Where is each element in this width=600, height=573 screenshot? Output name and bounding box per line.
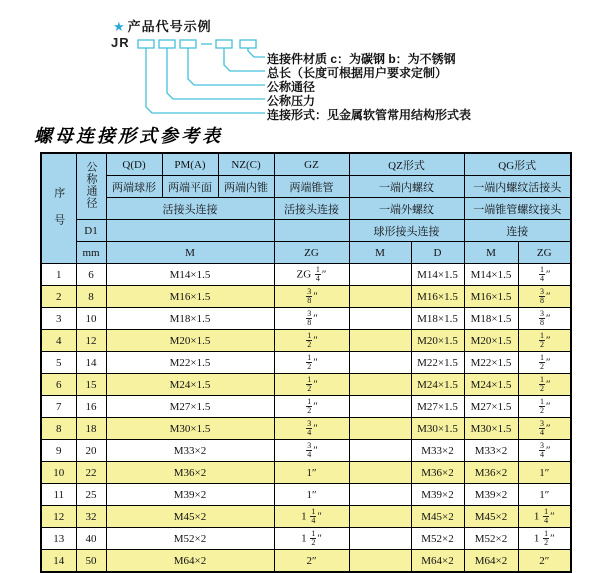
cell-zg: $\frac{3}{8}$ ″ <box>274 308 349 330</box>
header-qz-desc2: 一端外螺纹 <box>349 198 464 220</box>
cell-qg-zg: $\frac{1}{2}$ ″ <box>518 374 571 396</box>
cell-qz-d: M39×2 <box>411 484 464 506</box>
header-blank <box>274 220 349 242</box>
connector-line <box>188 48 265 85</box>
fraction: $\frac{1}{4}$ <box>539 264 544 283</box>
fraction: $\frac{3}{8}$ <box>307 308 312 327</box>
cell-m: M45×2 <box>106 506 274 528</box>
cell-seq: 12 <box>41 506 76 528</box>
cell-qg-zg: $\frac{1}{2}$ ″ <box>518 330 571 352</box>
header-col-nz: NZ(C) <box>218 153 274 176</box>
fraction: $\frac{1}{2}$ <box>544 528 549 547</box>
cell-seq: 14 <box>41 550 76 573</box>
cell-mm: 10 <box>76 308 106 330</box>
table-row <box>41 528 571 550</box>
cell-qg-zg: 1 $\frac{1}{2}$ ″ <box>518 528 571 550</box>
header-col-pm: PM(A) <box>162 153 218 176</box>
cell-mm: 6 <box>76 264 106 286</box>
code-box <box>138 40 154 48</box>
table-row <box>41 286 571 308</box>
cell-qz-m <box>349 528 411 550</box>
cell-m: M36×2 <box>106 462 274 484</box>
cell-qz-m <box>349 418 411 440</box>
cell-m: M22×1.5 <box>106 352 274 374</box>
fraction: $\frac{1}{2}$ <box>307 374 312 393</box>
table-row <box>41 264 571 286</box>
fraction: $\frac{1}{2}$ <box>539 330 544 349</box>
cell-mm: 16 <box>76 396 106 418</box>
table-row <box>41 550 571 573</box>
header-mm: mm <box>76 242 106 264</box>
table-row <box>41 506 571 528</box>
header-qg-zg: ZG <box>518 242 571 264</box>
cell-qg-zg: 1″ <box>518 462 571 484</box>
cell-zg: $\frac{3}{4}$ ″ <box>274 418 349 440</box>
header-nz-desc: 两端内锥 <box>218 176 274 198</box>
header-nominal-diameter: 公称通径 <box>76 153 106 220</box>
header-d1: D1 <box>76 220 106 242</box>
code-prefix: JR <box>111 35 130 50</box>
cell-qg-m: M52×2 <box>464 528 518 550</box>
code-box <box>180 40 196 48</box>
cell-qg-m: M36×2 <box>464 462 518 484</box>
cell-qg-zg: $\frac{3}{4}$ ″ <box>518 418 571 440</box>
cell-qg-zg: $\frac{1}{2}$ ″ <box>518 352 571 374</box>
header-gz-connection: 活接头连接 <box>274 198 349 220</box>
cell-m: M20×1.5 <box>106 330 274 352</box>
fraction: $\frac{3}{4}$ <box>307 418 312 437</box>
fraction: $\frac{1}{2}$ <box>307 330 312 349</box>
cell-m: M18×1.5 <box>106 308 274 330</box>
fraction: $\frac{3}{4}$ <box>539 418 544 437</box>
table-row <box>41 462 571 484</box>
cell-zg: 1″ <box>274 484 349 506</box>
cell-qg-m: M24×1.5 <box>464 374 518 396</box>
cell-qz-m <box>349 462 411 484</box>
code-label-length: 总长（长度可根据用户要求定制） <box>267 66 448 80</box>
table-row <box>41 308 571 330</box>
cell-m: M52×2 <box>106 528 274 550</box>
cell-qg-m: M20×1.5 <box>464 330 518 352</box>
cell-qz-d: M14×1.5 <box>411 264 464 286</box>
cell-seq: 3 <box>41 308 76 330</box>
cell-zg: $\frac{1}{2}$ ″ <box>274 396 349 418</box>
header-qg-connection: 连接 <box>464 220 571 242</box>
cell-qz-m <box>349 440 411 462</box>
cell-qz-m <box>349 396 411 418</box>
table-row <box>41 396 571 418</box>
table-header <box>41 153 571 264</box>
header-qz-d: D <box>411 242 464 264</box>
table-row <box>41 374 571 396</box>
cell-qg-zg: $\frac{3}{8}$ ″ <box>518 308 571 330</box>
cell-qg-zg: $\frac{1}{2}$ ″ <box>518 396 571 418</box>
cell-mm: 25 <box>76 484 106 506</box>
cell-m: M64×2 <box>106 550 274 573</box>
cell-m: M24×1.5 <box>106 374 274 396</box>
cell-qg-m: M30×1.5 <box>464 418 518 440</box>
fraction: $\frac{3}{8}$ <box>539 286 544 305</box>
cell-qg-zg: 1 $\frac{1}{4}$ ″ <box>518 506 571 528</box>
cell-qg-m: M33×2 <box>464 440 518 462</box>
cell-qz-d: M52×2 <box>411 528 464 550</box>
cell-qz-m <box>349 264 411 286</box>
header-qg-m: M <box>464 242 518 264</box>
cell-mm: 8 <box>76 286 106 308</box>
header-blank <box>106 220 274 242</box>
cell-zg: $\frac{3}{4}$ ″ <box>274 440 349 462</box>
cell-m: M27×1.5 <box>106 396 274 418</box>
cell-qg-m: M16×1.5 <box>464 286 518 308</box>
cell-m: M39×2 <box>106 484 274 506</box>
cell-seq: 10 <box>41 462 76 484</box>
code-label-pressure: 公称压力 <box>267 94 316 108</box>
header-qg-desc2: 一端锥管螺纹接头 <box>464 198 571 220</box>
header-qg-desc1: 一端内螺纹活接头 <box>464 176 571 198</box>
cell-qg-m: M45×2 <box>464 506 518 528</box>
cell-mm: 20 <box>76 440 106 462</box>
cell-mm: 32 <box>76 506 106 528</box>
header-col-gz: GZ <box>274 153 349 176</box>
cell-seq: 8 <box>41 418 76 440</box>
table-title: 螺母连接形式参考表 <box>34 126 223 146</box>
connector-line <box>146 48 265 113</box>
cell-mm: 22 <box>76 462 106 484</box>
fraction: $\frac{1}{2}$ <box>307 396 312 415</box>
cell-qz-d: M27×1.5 <box>411 396 464 418</box>
cell-zg: 1 $\frac{1}{4}$ ″ <box>274 506 349 528</box>
fraction: $\frac{1}{4}$ <box>544 506 549 525</box>
cell-mm: 50 <box>76 550 106 573</box>
cell-zg: $\frac{1}{2}$ ″ <box>274 352 349 374</box>
cell-qz-m <box>349 286 411 308</box>
cell-qz-d: M45×2 <box>411 506 464 528</box>
cell-qg-zg: $\frac{3}{8}$ ″ <box>518 286 571 308</box>
cell-qg-m: M64×2 <box>464 550 518 573</box>
cell-mm: 14 <box>76 352 106 374</box>
cell-seq: 9 <box>41 440 76 462</box>
cell-m: M30×1.5 <box>106 418 274 440</box>
table-row <box>41 484 571 506</box>
code-label-connection: 连接形式：见金属软管常用结构形式表 <box>267 108 472 122</box>
code-label-diameter: 公称通径 <box>267 80 316 94</box>
cell-qg-zg: 2″ <box>518 550 571 573</box>
fraction: $\frac{1}{4}$ <box>311 506 316 525</box>
cell-qz-d: M30×1.5 <box>411 418 464 440</box>
cell-qg-zg: $\frac{1}{4}$ ″ <box>518 264 571 286</box>
cell-m: M14×1.5 <box>106 264 274 286</box>
nut-connection-table <box>40 152 572 573</box>
fraction: $\frac{1}{2}$ <box>539 396 544 415</box>
table-body <box>41 264 571 573</box>
cell-qz-m <box>349 550 411 573</box>
cell-qz-m <box>349 374 411 396</box>
header-col-qz: QZ形式 <box>349 153 464 176</box>
cell-seq: 1 <box>41 264 76 286</box>
fraction: $\frac{1}{2}$ <box>311 528 316 547</box>
table-row <box>41 352 571 374</box>
fraction: $\frac{3}{8}$ <box>307 286 312 305</box>
cell-seq: 6 <box>41 374 76 396</box>
cell-zg: 1″ <box>274 462 349 484</box>
cell-qz-d: M64×2 <box>411 550 464 573</box>
header-seq: 序号 <box>41 153 76 264</box>
cell-qz-m <box>349 484 411 506</box>
code-box <box>159 40 175 48</box>
cell-mm: 40 <box>76 528 106 550</box>
cell-qz-m <box>349 506 411 528</box>
table-row <box>41 418 571 440</box>
cell-zg: $\frac{1}{2}$ ″ <box>274 330 349 352</box>
header-q-desc: 两端球形 <box>106 176 162 198</box>
header-qz-desc1: 一端内螺纹 <box>349 176 464 198</box>
fraction: $\frac{1}{2}$ <box>539 352 544 371</box>
star-icon: ★ <box>113 19 126 34</box>
cell-qg-m: M14×1.5 <box>464 264 518 286</box>
fraction: $\frac{1}{2}$ <box>307 352 312 371</box>
code-box <box>216 40 232 48</box>
cell-seq: 11 <box>41 484 76 506</box>
cell-qg-m: M39×2 <box>464 484 518 506</box>
cell-m: M33×2 <box>106 440 274 462</box>
cell-qg-m: M18×1.5 <box>464 308 518 330</box>
header-pm-desc: 两端平面 <box>162 176 218 198</box>
header-gz-desc: 两端锥管 <box>274 176 349 198</box>
connector-line <box>167 48 265 99</box>
cell-zg: 1 $\frac{1}{2}$ ″ <box>274 528 349 550</box>
fraction: $\frac{3}{4}$ <box>539 440 544 459</box>
cell-zg: $\frac{3}{8}$ ″ <box>274 286 349 308</box>
fraction: $\frac{3}{4}$ <box>307 440 312 459</box>
cell-zg: $\frac{1}{2}$ ″ <box>274 374 349 396</box>
cell-qg-zg: 1″ <box>518 484 571 506</box>
cell-mm: 15 <box>76 374 106 396</box>
cell-qz-d: M24×1.5 <box>411 374 464 396</box>
code-box <box>240 40 256 48</box>
fraction: $\frac{3}{8}$ <box>539 308 544 327</box>
cell-zg: 2″ <box>274 550 349 573</box>
header-zg: ZG <box>274 242 349 264</box>
header-m: M <box>106 242 274 264</box>
header-col-q: Q(D) <box>106 153 162 176</box>
cell-seq: 5 <box>41 352 76 374</box>
table-row <box>41 440 571 462</box>
fraction: $\frac{1}{4}$ <box>315 264 320 283</box>
cell-qg-m: M27×1.5 <box>464 396 518 418</box>
cell-m: M16×1.5 <box>106 286 274 308</box>
connector-line <box>224 48 265 71</box>
cell-qz-d: M20×1.5 <box>411 330 464 352</box>
cell-mm: 12 <box>76 330 106 352</box>
header-union-connection: 活接头连接 <box>106 198 274 220</box>
header-qz-connection: 球形接头连接 <box>349 220 464 242</box>
cell-qg-m: M22×1.5 <box>464 352 518 374</box>
cell-zg: ZG $\frac{1}{4}$ ″ <box>274 264 349 286</box>
table-row <box>41 330 571 352</box>
cell-qz-d: M22×1.5 <box>411 352 464 374</box>
cell-seq: 7 <box>41 396 76 418</box>
header-col-qg: QG形式 <box>464 153 571 176</box>
connector-line <box>248 48 265 57</box>
cell-seq: 13 <box>41 528 76 550</box>
header-qz-m: M <box>349 242 411 264</box>
code-label-material: 连接件材质 c：为碳钢 b：为不锈钢 <box>267 52 456 66</box>
cell-seq: 4 <box>41 330 76 352</box>
cell-qz-m <box>349 352 411 374</box>
cell-seq: 2 <box>41 286 76 308</box>
cell-qz-m <box>349 330 411 352</box>
cell-mm: 18 <box>76 418 106 440</box>
cell-qz-d: M36×2 <box>411 462 464 484</box>
cell-qz-m <box>349 308 411 330</box>
cell-qz-d: M18×1.5 <box>411 308 464 330</box>
product-code-title: 产品代号示例 <box>127 19 212 34</box>
fraction: $\frac{1}{2}$ <box>539 374 544 393</box>
cell-qz-d: M16×1.5 <box>411 286 464 308</box>
cell-qz-d: M33×2 <box>411 440 464 462</box>
cell-qg-zg: $\frac{3}{4}$ ″ <box>518 440 571 462</box>
